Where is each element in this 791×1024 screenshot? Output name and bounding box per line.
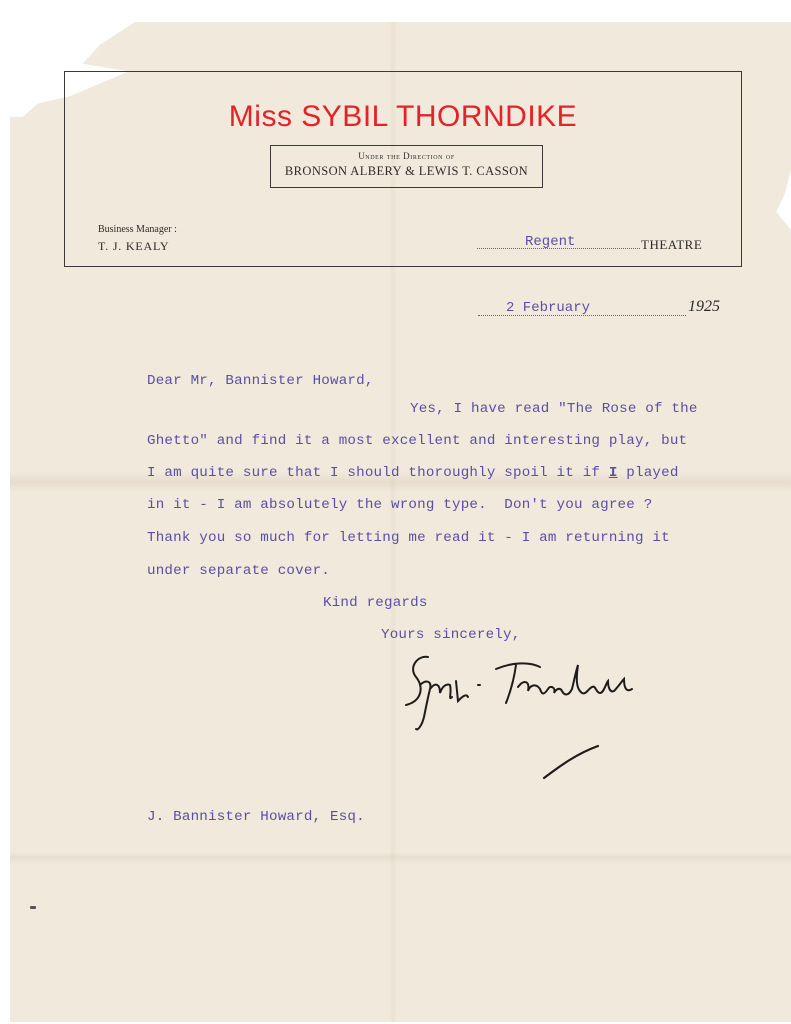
underlined-word: I bbox=[608, 465, 618, 481]
business-manager-label: Business Manager : bbox=[98, 224, 177, 235]
business-manager-name: T. J. KEALY bbox=[98, 239, 170, 253]
theatre-name: Regent bbox=[525, 234, 576, 250]
theatre-word: THEATRE bbox=[641, 237, 703, 252]
body-line-1: Yes, I have read "The Rose of the bbox=[410, 401, 698, 417]
date-year: 1925 bbox=[688, 298, 720, 315]
body-line-3-start: I am quite sure that I should thoroughly spoil it if bbox=[147, 465, 609, 481]
body-line-3 bbox=[147, 465, 679, 481]
date-day-month: 2 February bbox=[506, 300, 591, 316]
closing-kind-regards: Kind regards bbox=[323, 595, 428, 611]
addressee: J. Bannister Howard, Esq. bbox=[147, 809, 365, 825]
direction-names: BRONSON ALBERY & LEWIS T. CASSON bbox=[284, 164, 529, 178]
ink-speck bbox=[30, 906, 36, 909]
signature bbox=[400, 645, 660, 740]
body-line-6: under separate cover. bbox=[147, 563, 330, 579]
direction-label: Under the Direction of bbox=[358, 151, 455, 161]
body-line-5: Thank you so much for letting me read it - I am returning it bbox=[147, 530, 670, 546]
signature-flourish bbox=[540, 742, 602, 782]
closing-yours-sincerely: Yours sincerely, bbox=[381, 627, 521, 643]
signature-text: Sybil Thorndike bbox=[400, 739, 409, 740]
body-line-3-end: played bbox=[617, 465, 679, 481]
letterhead bbox=[64, 71, 742, 267]
body-line-4: in it - I am absolutely the wrong type. Don't you agree ? bbox=[147, 497, 653, 513]
body-line-2: Ghetto" and find it a most excellent and interesting play, but bbox=[147, 433, 688, 449]
salutation: Dear Mr, Bannister Howard, bbox=[147, 373, 374, 389]
direction-box bbox=[270, 145, 543, 188]
letterhead-title: Miss SYBIL THORNDIKE bbox=[228, 100, 578, 133]
